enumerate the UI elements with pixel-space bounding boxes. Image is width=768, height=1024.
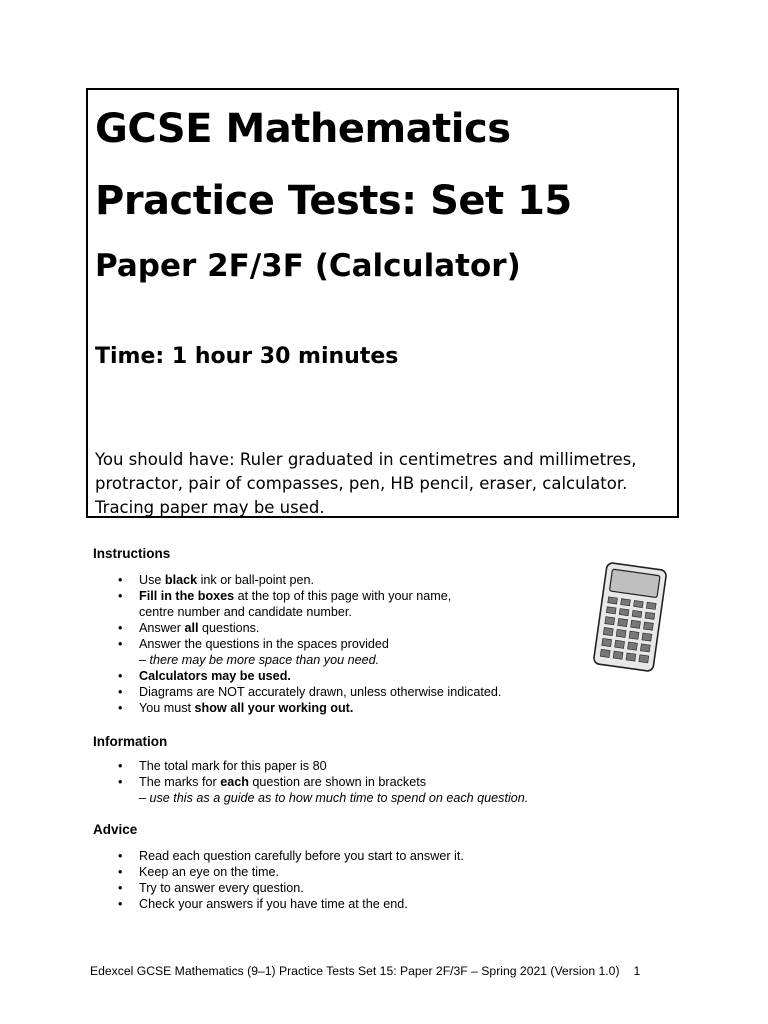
list-item: • Keep an eye on the time. <box>118 864 464 880</box>
instructions-list <box>118 572 501 716</box>
list-item: • Diagrams are NOT accurately drawn, unless otherwise indicated. <box>118 684 501 700</box>
list-item: • Check your answers if you have time at the end. <box>118 896 464 912</box>
list-item: • Try to answer every question. <box>118 880 464 896</box>
page-number: 1 <box>633 964 641 978</box>
equipment-note: You should have: Ruler graduated in centimetres and millimetres, protractor, pair of compasses, pen, HB pencil, eraser, calculator. Tracing paper may be used. <box>95 450 637 517</box>
title-line-1: GCSE Mathematics <box>95 106 511 152</box>
title-line-2: Practice Tests: Set 15 <box>95 178 572 224</box>
list-item: • Fill in the boxes at the top of this page with your name, centre number and candidate number. <box>118 588 501 620</box>
list-item: • Answer the questions in the spaces provided – there may be more space than you need. <box>118 636 501 668</box>
information-heading: Information <box>93 734 168 749</box>
title-box <box>86 88 679 518</box>
list-item: • Calculators may be used. <box>118 668 501 684</box>
advice-list <box>118 848 464 912</box>
time-allowed: Time: 1 hour 30 minutes <box>95 344 399 369</box>
list-item: • The total mark for this paper is 80 <box>118 758 528 774</box>
advice-heading: Advice <box>93 822 138 837</box>
page-footer <box>90 964 640 978</box>
list-item: • The marks for each question are shown in brackets – use this as a guide as to how much time to spend on each question. <box>118 774 528 806</box>
list-item: • Answer all questions. <box>118 620 501 636</box>
footer-text: Edexcel GCSE Mathematics (9–1) Practice Tests Set 15: Paper 2F/3F – Spring 2021 (Version 1.0) <box>90 964 620 978</box>
paper-title: Paper 2F/3F (Calculator) <box>95 248 521 284</box>
information-list <box>118 758 528 806</box>
list-item: • Read each question carefully before you start to answer it. <box>118 848 464 864</box>
list-item: • You must show all your working out. <box>118 700 501 716</box>
calculator-icon <box>590 562 670 672</box>
list-item: • Use black ink or ball-point pen. <box>118 572 501 588</box>
instructions-heading: Instructions <box>93 546 171 561</box>
